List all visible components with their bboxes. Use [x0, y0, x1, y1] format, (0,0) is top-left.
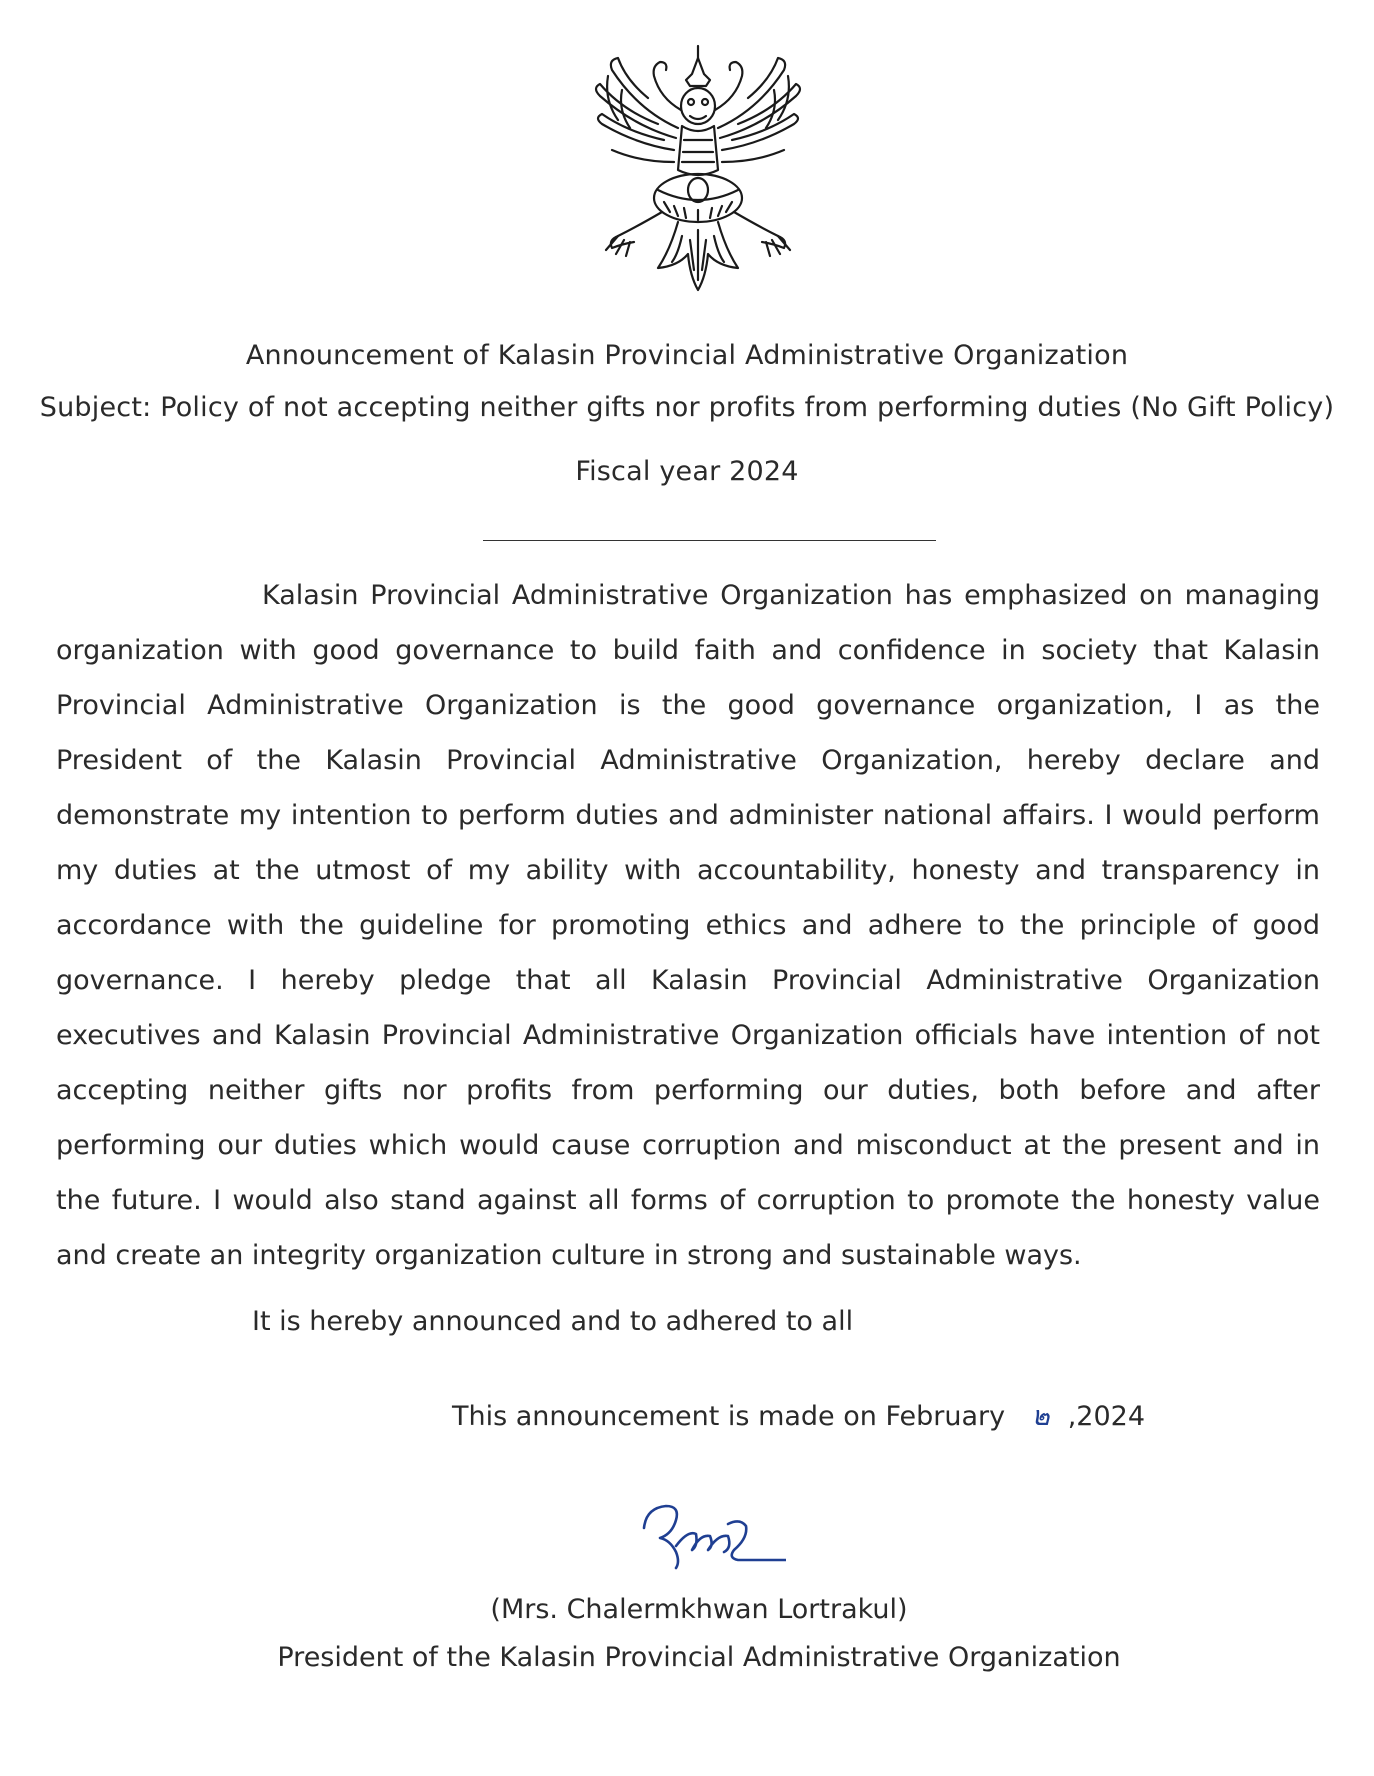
date-suffix: ,2024 — [1067, 1401, 1145, 1432]
signature-icon — [636, 1490, 786, 1580]
announcement-title: Announcement of Kalasin Provincial Administrative Organization — [245, 340, 1129, 371]
announcement-subject: Subject: Policy of not accepting neither gifts nor profits from performing duties (No Gift Policy) — [39, 392, 1335, 423]
garuda-emblem-icon — [578, 40, 818, 310]
signer-name: (Mrs. Chalermkhwan Lortrakul) — [490, 1594, 908, 1625]
title-divider — [483, 540, 936, 541]
announcement-date — [452, 1394, 1145, 1437]
fiscal-year: Fiscal year 2024 — [575, 456, 799, 487]
closing-statement: It is hereby announced and to adhered to all — [252, 1306, 854, 1337]
date-prefix: This announcement is made on February — [452, 1401, 1006, 1432]
handwritten-day: ๒ — [1031, 1401, 1050, 1432]
signer-position: President of the Kalasin Provincial Administrative Organization — [277, 1642, 1121, 1673]
body-paragraph-block — [56, 568, 1320, 1283]
body-paragraph: Kalasin Provincial Administrative Organization has emphasized on managing organization with good governance to build faith and confidence in society that Kalasin Provincial Administrative Organization is the good governance organization, I as the President of the Kalasin Provincial Administrative Organization, hereby declare and demonstrate my intention to perform duties and administer national affairs. I would perform my duties at the utmost of my ability with accountability, honesty and transparency in accordance with the guideline for promoting ethics and adhere to the principle of good governance. I hereby pledge that all Kalasin Provincial Administrative Organization executives and Kalasin Provincial Administrative Organization officials have intention of not accepting neither gifts nor profits from performing our duties, both before and after performing our duties which would cause corruption and misconduct at the present and in the future. I would also stand against all forms of corruption to promote the honesty value and create an integrity organization culture in strong and sustainable ways. — [56, 580, 1320, 1271]
